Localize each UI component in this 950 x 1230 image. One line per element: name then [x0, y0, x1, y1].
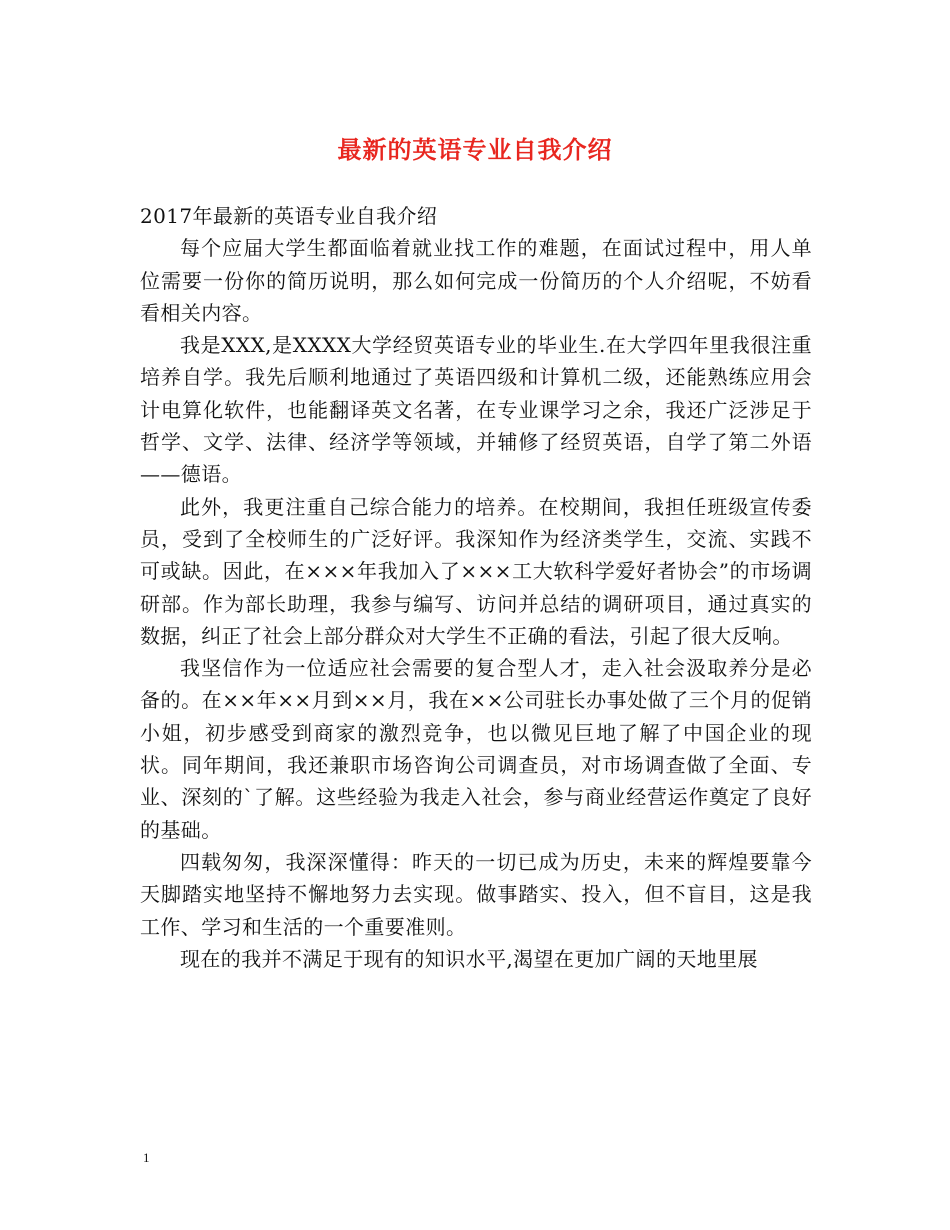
paragraph: 每个应届大学生都面临着就业找工作的难题，在面试过程中，用人单位需要一份你的简历说明，那么如何完成一份简历的个人介绍呢，不妨看看相关内容。 — [140, 236, 812, 325]
paragraph: 我是XXX,是XXXX大学经贸英语专业的毕业生.在大学四年里我很注重培养自学。我先后顺利地通过了英语四级和计算机二级，还能熟练应用会计电算化软件，也能翻译英文名著，在专业课学习之余，我还广泛涉足于哲学、文学、法律、经济学等领域，并辅修了经贸英语，自学了第二外语——德语。 — [140, 333, 812, 487]
document-body — [140, 200, 812, 975]
paragraph: 我坚信作为一位适应社会需要的复合型人才，走入社会汲取养分是必备的。在××年××月到××月，我在××公司驻长办事处做了三个月的促销小姐，初步感受到商家的激烈竞争，也以微见巨地了解了中国企业的现状。同年期间，我还兼职市场咨询公司调查员，对市场调查做了全面、专业、深刻的`了解。这些经验为我走入社会，参与商业经营运作奠定了良好的基础。 — [140, 656, 812, 842]
paragraph: 现在的我并不满足于现有的知识水平,渴望在更加广阔的天地里展 — [180, 946, 758, 971]
paragraph: 四载匆匆，我深深懂得：昨天的一切已成为历史，未来的辉煌要靠今天脚踏实地坚持不懈地努力去实现。做事踏实、投入，但不盲目，这是我工作、学习和生活的一个重要准则。 — [140, 849, 812, 939]
document-subtitle: 2017年最新的英语专业自我介绍 — [140, 204, 438, 228]
paragraph: 此外，我更注重自己综合能力的培养。在校期间，我担任班级宣传委员，受到了全校师生的广泛好评。我深知作为经济类学生，交流、实践不可或缺。因此，在×××年我加入了×××工大软科学爱好者协会”的市场调研部。作为部长助理，我参与编写、访问并总结的调研项目，通过真实的数据，纠正了社会上部分群众对大学生不正确的看法，引起了很大反响。 — [140, 494, 812, 648]
page-number: 1 — [143, 1150, 150, 1165]
document-title: 最新的英语专业自我介绍 — [337, 135, 613, 164]
